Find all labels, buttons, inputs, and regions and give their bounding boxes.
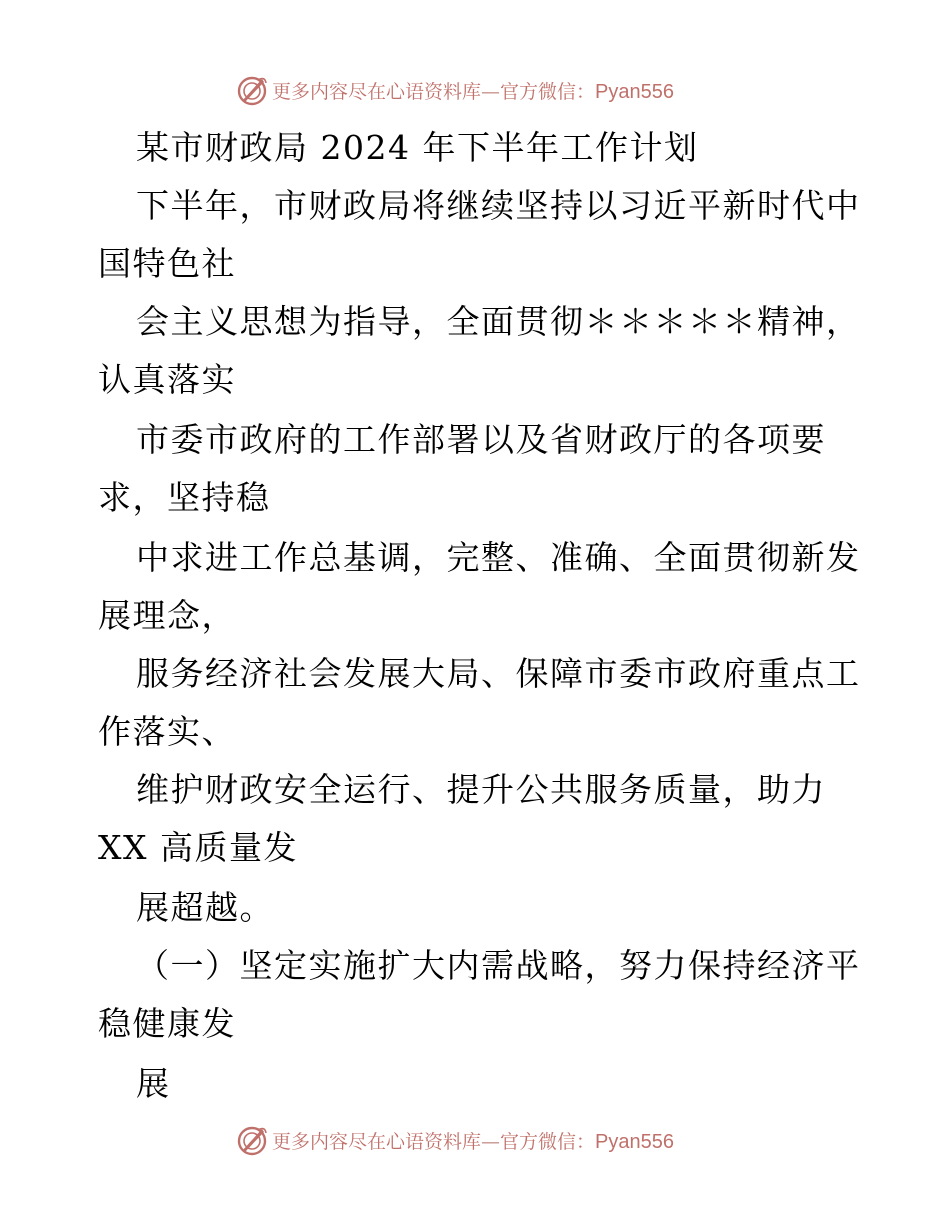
watermark-text — [272, 77, 674, 104]
watermark-wechat-id: Pyan556 — [595, 80, 674, 103]
watermark-separator: — — [481, 1130, 501, 1153]
quill-seal-icon — [236, 1124, 268, 1156]
quill-seal-icon — [236, 74, 268, 106]
paragraph-line: 维护财政安全运行、提升公共服务质量，助力 — [136, 770, 826, 809]
watermark-text — [272, 1127, 674, 1154]
footer-watermark — [236, 1123, 674, 1157]
watermark-main: 更多内容尽在心语资料库 — [272, 80, 482, 103]
watermark-wechat-id: Pyan556 — [595, 1130, 674, 1153]
paragraph-line: 服务经济社会发展大局、保障市委市政府重点工 — [136, 654, 861, 693]
header-watermark — [236, 73, 674, 107]
paragraph-line: 市委市政府的工作部署以及省财政厅的各项要 — [136, 420, 826, 459]
paragraph-line: 展超越。 — [136, 888, 274, 927]
watermark-wechat-label: 官方微信： — [500, 1130, 596, 1153]
paragraph-line: 会主义思想为指导，全面贯彻＊＊＊＊＊精神， — [136, 302, 861, 341]
section-heading-continuation: 展 — [136, 1064, 171, 1103]
paragraph-line: XX 高质量发 — [98, 828, 298, 867]
paragraph-line: 中求进工作总基调，完整、准确、全面贯彻新发 — [136, 538, 861, 577]
watermark-main: 更多内容尽在心语资料库 — [272, 1130, 482, 1153]
paragraph-line: 作落实、 — [98, 712, 236, 751]
paragraph-line: 展理念， — [98, 596, 236, 635]
watermark-wechat-label: 官方微信： — [500, 80, 596, 103]
paragraph-line: 下半年，市财政局将继续坚持以习近平新时代中 — [136, 186, 861, 225]
watermark-separator: — — [481, 80, 501, 103]
section-heading: （一）坚定实施扩大内需战略，努力保持经济平 — [136, 946, 861, 985]
paragraph-line: 认真落实 — [98, 360, 236, 399]
paragraph-line: 求，坚持稳 — [98, 478, 271, 517]
document-title: 某市财政局 2024 年下半年工作计划 — [136, 128, 699, 167]
section-heading-continuation: 稳健康发 — [98, 1004, 236, 1043]
paragraph-line: 国特色社 — [98, 244, 236, 283]
